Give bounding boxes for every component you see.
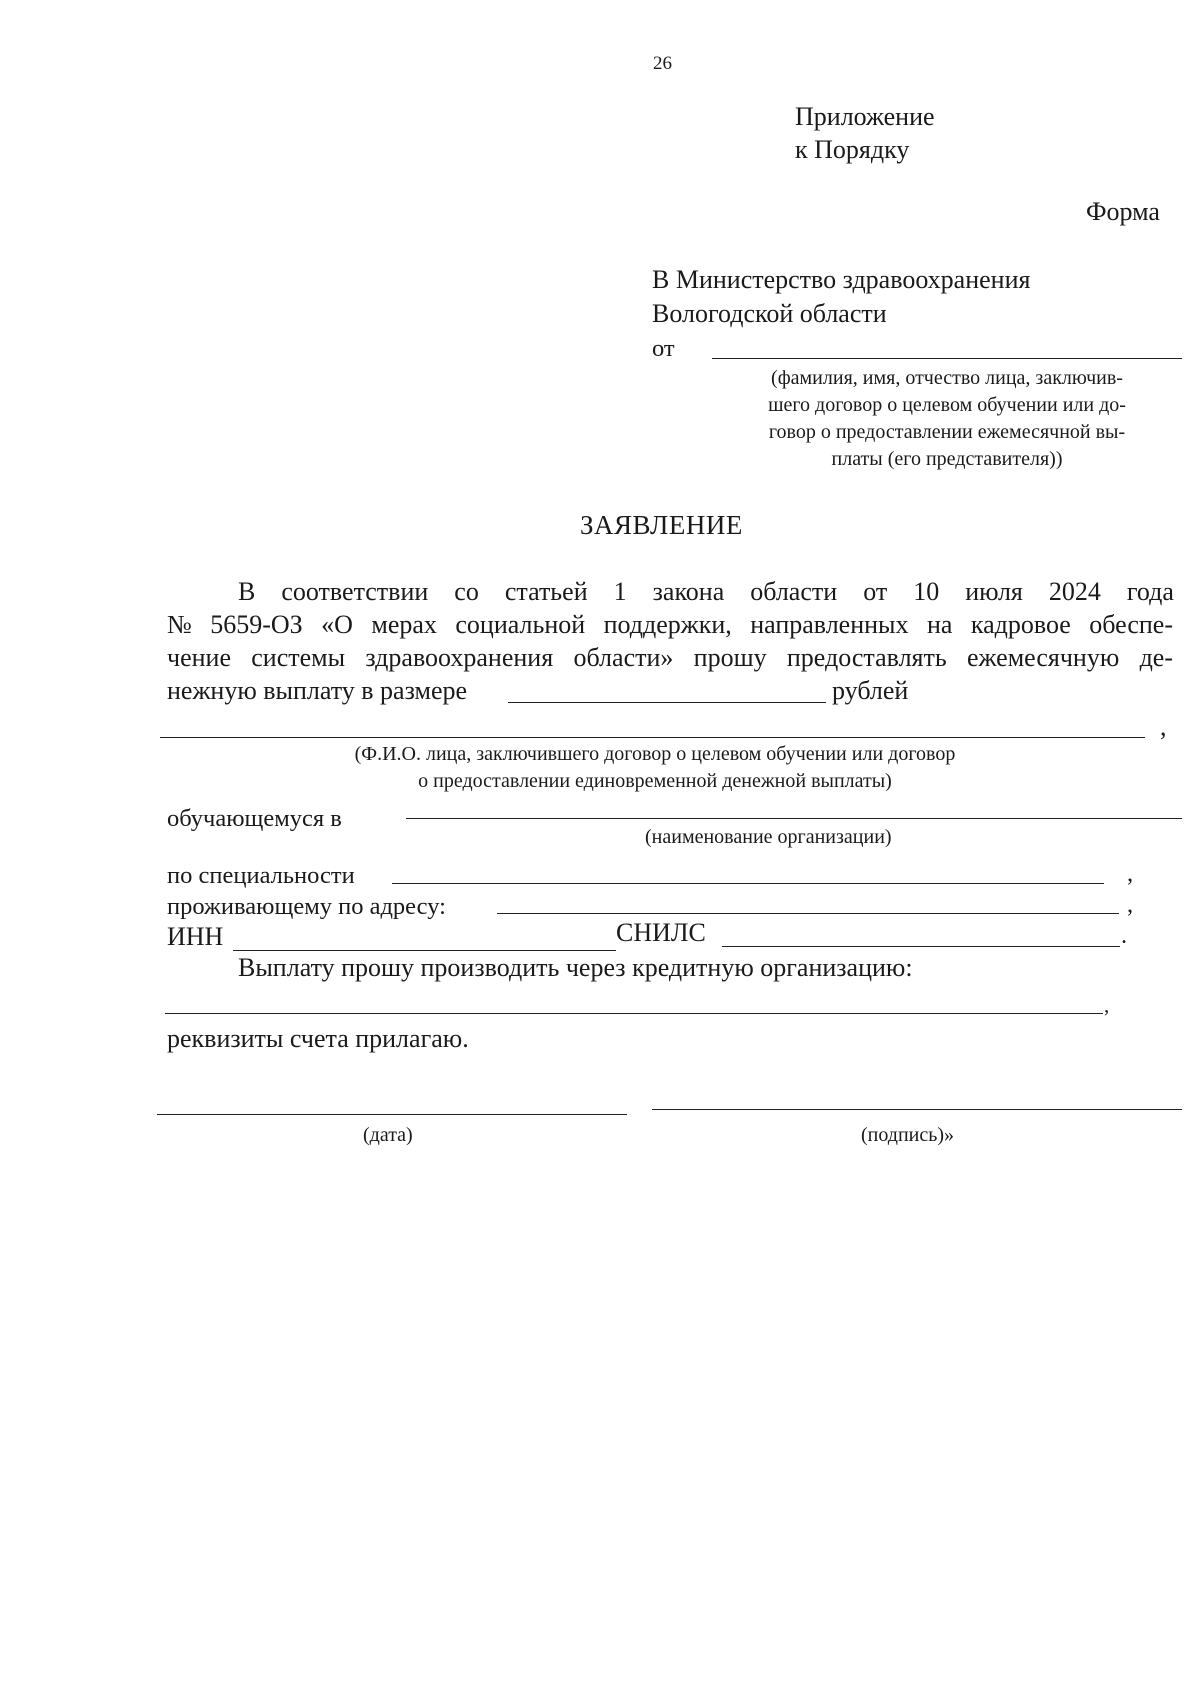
inn-field[interactable]: [233, 950, 616, 951]
page-number: 26: [653, 53, 672, 74]
w: 2024: [1048, 577, 1101, 606]
body-line1: [238, 577, 1174, 607]
w: В: [238, 577, 256, 606]
w: кадровое: [970, 610, 1071, 639]
w: 5659-ОЗ: [210, 610, 303, 639]
body-line3: [167, 643, 1173, 673]
from-hint-line3: говор о предоставлении ежемесячной вы-: [768, 421, 1126, 443]
fio-field[interactable]: [160, 737, 1145, 738]
fio-hint-line1: (Ф.И.О. лица, заключившего договор о целевом обучении или договор: [354, 743, 956, 765]
form-label: Форма: [1086, 197, 1160, 226]
w: де-: [1139, 643, 1173, 672]
w: поддержки,: [603, 610, 732, 639]
payment-text: Выплату прошу производить через кредитную организацию:: [238, 953, 913, 982]
signature-label: (подпись)»: [861, 1124, 955, 1146]
w: статьей: [504, 577, 588, 606]
bank-field[interactable]: [165, 1013, 1103, 1014]
signature-field[interactable]: [652, 1109, 1182, 1110]
from-hint-line1: (фамилия, имя, отчество лица, заключив-: [771, 367, 1123, 389]
address-field[interactable]: [497, 913, 1119, 914]
address-comma: ,: [1127, 891, 1134, 918]
snils-period: .: [1121, 922, 1128, 949]
w: соответствии: [281, 577, 429, 606]
w: №: [167, 610, 192, 639]
fio-comma: ,: [1160, 712, 1167, 741]
document-title: ЗАЯВЛЕНИЕ: [580, 510, 743, 540]
specialty-comma: ,: [1127, 860, 1134, 887]
w: на: [926, 610, 953, 639]
w: июля: [965, 577, 1023, 606]
amount-field[interactable]: [508, 702, 826, 703]
w: области: [750, 577, 838, 606]
w: закона: [652, 577, 725, 606]
student-label: обучающемуся в: [167, 805, 342, 832]
attachment-line1: Приложение: [795, 102, 935, 131]
body-line4-prefix: нежную выплату в размере: [167, 676, 468, 705]
w: области»: [573, 643, 674, 672]
w: системы: [251, 643, 346, 672]
snils-label: СНИЛС: [616, 918, 706, 947]
from-label: от: [652, 335, 675, 362]
addressee-line2: Вологодской области: [652, 299, 887, 328]
w: от: [863, 577, 888, 606]
w: со: [454, 577, 479, 606]
w: чение: [167, 643, 231, 672]
w: 10: [913, 577, 940, 606]
inn-label: ИНН: [167, 922, 224, 951]
address-label: проживающему по адресу:: [167, 893, 446, 920]
fio-hint-line2: о предоставлении единовременной денежной выплаты): [418, 770, 892, 792]
from-hint: [722, 365, 1172, 473]
w: прошу: [693, 643, 767, 672]
addressee-line1: В Министерство здравоохранения: [652, 265, 1031, 294]
body-line2: [167, 610, 1173, 640]
w: социальной: [455, 610, 586, 639]
w: ежемесячную: [967, 643, 1120, 672]
w: направленных: [750, 610, 909, 639]
body-line4-suffix: рублей: [832, 676, 909, 705]
snils-field[interactable]: [722, 946, 1120, 947]
fio-hint: [285, 741, 1025, 795]
w: обеспе-: [1089, 610, 1173, 639]
bank-comma: ,: [1104, 993, 1110, 1017]
org-field[interactable]: [406, 818, 1182, 819]
date-label: (дата): [363, 1124, 413, 1146]
attachment-line2: к Порядку: [795, 135, 910, 164]
specialty-label: по специальности: [167, 862, 355, 889]
date-field[interactable]: [157, 1114, 627, 1115]
w: 1: [613, 577, 627, 606]
w: «О: [321, 610, 353, 639]
w: здравоохранения: [365, 643, 554, 672]
from-hint-line4: платы (его представителя)): [831, 448, 1063, 470]
from-field[interactable]: [712, 358, 1182, 359]
w: мерах: [371, 610, 437, 639]
w: года: [1126, 577, 1174, 606]
account-details-text: реквизиты счета прилагаю.: [167, 1024, 469, 1053]
org-hint: (наименование организации): [645, 826, 892, 848]
from-hint-line2: шего договор о целевом обучении или до-: [768, 394, 1126, 416]
w: предоставлять: [786, 643, 947, 672]
specialty-field[interactable]: [392, 883, 1104, 884]
